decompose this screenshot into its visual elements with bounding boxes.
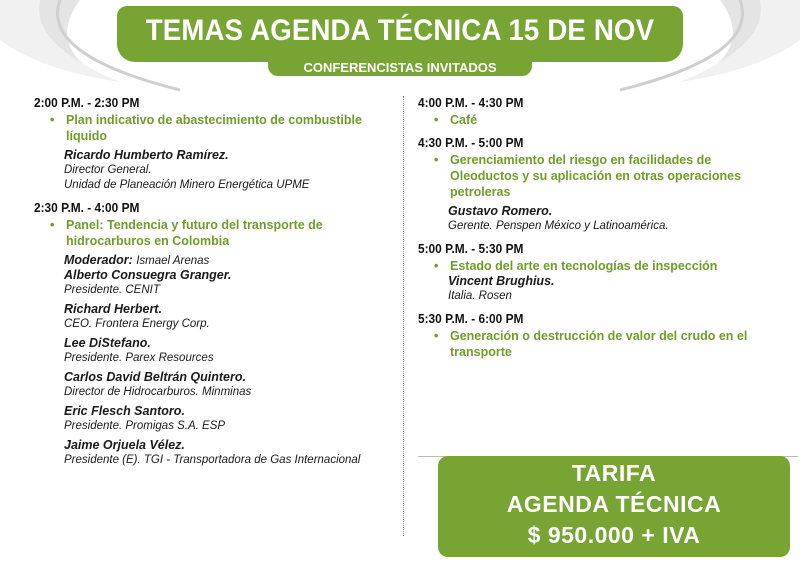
speaker	[34, 370, 394, 400]
speaker-role: Gerente. Penspen México y Latinoamérica.	[448, 220, 669, 232]
bullet-icon: •	[434, 113, 439, 127]
bullet-icon: •	[434, 329, 439, 343]
speaker-name: Ricardo Humberto Ramírez.	[64, 148, 229, 162]
tarifa-box	[438, 456, 790, 557]
speaker	[34, 148, 394, 193]
speaker	[418, 274, 778, 304]
speaker-name: Carlos David Beltrán Quintero.	[64, 370, 246, 384]
agenda-slot	[418, 312, 778, 360]
agenda-right-column	[418, 96, 778, 368]
speaker-role: Presidente. CENIT	[64, 284, 160, 296]
moderator-name: Ismael Arenas	[136, 255, 210, 267]
speaker	[34, 268, 394, 298]
slot-time: 5:30 P.M. - 6:00 PM	[418, 312, 524, 326]
slot-time: 5:00 P.M. - 5:30 PM	[418, 242, 524, 256]
moderator-label: Moderador:	[64, 253, 133, 267]
speaker-role: CEO. Frontera Energy Corp.	[64, 318, 210, 330]
speaker-role: Director General.	[64, 164, 152, 176]
speaker	[34, 336, 394, 366]
speaker-name: Vincent Brughius.	[448, 274, 555, 288]
moderator	[34, 253, 394, 268]
slot-time: 4:00 P.M. - 4:30 PM	[418, 96, 524, 110]
page-subtitle: CONFERENCISTAS INVITADOS	[0, 60, 800, 75]
speaker-role: Director de Hidrocarburos. Minminas	[64, 386, 252, 398]
bullet-icon: •	[50, 218, 55, 232]
bullet-icon: •	[434, 259, 439, 273]
agenda-slot	[34, 201, 394, 468]
speaker-organization: Unidad de Planeación Minero Energética UPME	[64, 179, 310, 191]
slot-time: 4:30 P.M. - 5:00 PM	[418, 136, 524, 150]
speaker-name: Lee DiStefano.	[64, 336, 151, 350]
agenda-slot	[418, 96, 778, 128]
speaker-name: Jaime Orjuela Vélez.	[64, 438, 185, 452]
bullet-icon: •	[50, 113, 55, 127]
speaker-role: Presidente (E). TGI - Transportadora de Gas Internacional	[64, 454, 361, 466]
bullet-icon: •	[434, 153, 439, 167]
speaker	[418, 204, 778, 234]
slot-topic: • Gerenciamiento del riesgo en facilidades de Oleoductos y su aplicación en otras operaciones petroleras	[434, 153, 742, 199]
slot-topic: • Café	[434, 113, 478, 127]
agenda-slot	[418, 242, 778, 304]
tarifa-label: TARIFA	[571, 460, 657, 486]
speaker-role: Italia. Rosen	[448, 290, 512, 302]
speaker-name: Gustavo Romero.	[448, 204, 553, 218]
agenda-left-column	[34, 96, 394, 476]
speaker-role: Presidente. Parex Resources	[64, 352, 214, 364]
speaker-name: Alberto Consuegra Granger.	[64, 268, 232, 282]
speaker-name: Richard Herbert.	[64, 302, 162, 316]
slot-time: 2:00 P.M. - 2:30 PM	[34, 96, 140, 110]
speaker	[34, 302, 394, 332]
column-divider	[403, 96, 404, 536]
agenda-slot	[418, 136, 778, 234]
slot-topic: • Estado del arte en tecnologías de inspección	[434, 259, 718, 273]
page-title: TEMAS AGENDA TÉCNICA 15 DE NOV	[145, 14, 655, 47]
speaker-role: Presidente. Promigas S.A. ESP	[64, 420, 226, 432]
tarifa-price: $ 950.000 + IVA	[527, 522, 701, 548]
slot-time: 2:30 P.M. - 4:00 PM	[34, 201, 140, 215]
speaker-name: Eric Flesch Santoro.	[64, 404, 185, 418]
slot-topic: • Panel: Tendencia y futuro del transporte de hidrocarburos en Colombia	[50, 218, 323, 248]
tarifa-event: AGENDA TÉCNICA	[506, 491, 722, 517]
slot-topic: • Plan indicativo de abastecimiento de combustible líquido	[50, 113, 362, 143]
title-banner	[117, 6, 683, 62]
agenda-slot	[34, 96, 394, 193]
speaker	[34, 438, 394, 468]
slot-topic: • Generación o destrucción de valor del crudo en el transporte	[434, 329, 748, 359]
speaker	[34, 404, 394, 434]
